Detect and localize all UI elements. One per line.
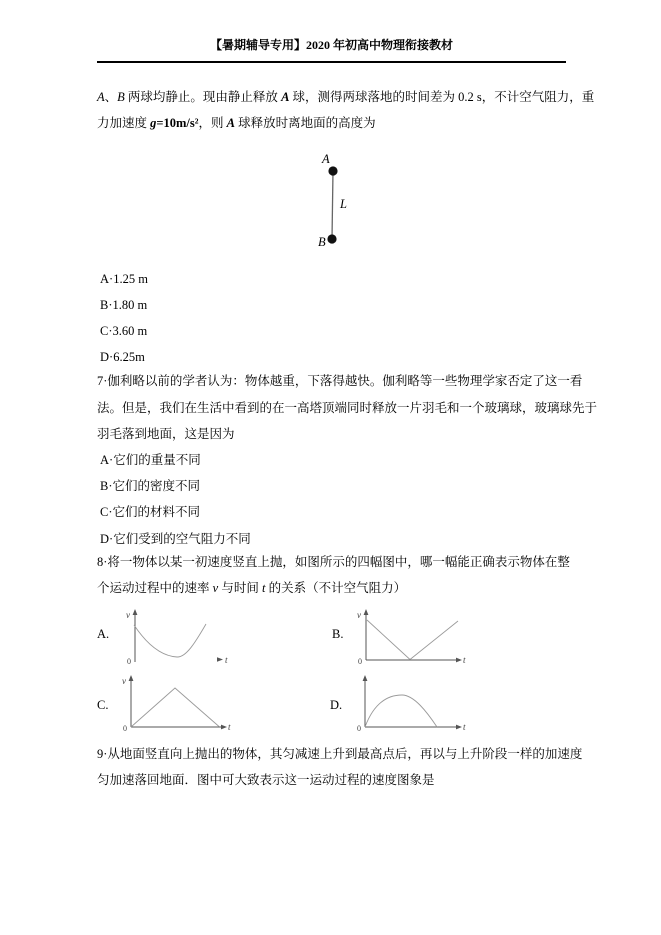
graph-d-y-arrow-icon: [363, 675, 368, 681]
q7-text-line1: 7·伽利略以前的学者认为：物体越重，下落得越快。伽利略等一些物理学家否定了这一看: [97, 374, 583, 388]
graph-d-origin-label: 0: [357, 724, 361, 733]
header-divider: [97, 61, 566, 63]
time-symbol: t: [261, 581, 266, 595]
graph-b-y-label: v: [357, 610, 361, 620]
q6-text-seg: 力加速度: [97, 116, 151, 130]
q6-ball-a-ref: A: [97, 90, 105, 104]
graph-a-origin-label: 0: [127, 657, 131, 666]
q9-text-line1: 9·从地面竖直向上抛出的物体，其匀减速上升到最高点后，再以与上升阶段一样的加速度: [97, 747, 583, 761]
q8-text-seg: 个运动过程中的速率: [97, 581, 213, 595]
q6-text-seg: 球释放时离地面的高度为: [235, 116, 376, 130]
graph-a-y-label: v: [126, 610, 130, 620]
q7-option-b: B·它们的密度不同: [100, 479, 201, 493]
q6-text-seg: ，则: [198, 116, 227, 130]
graph-b-vt-chart: [350, 606, 470, 668]
q9-text-line2: 匀加速落回地面．图中可大致表示这一运动过程的速度图象是: [97, 773, 435, 787]
gravity-symbol: g: [150, 116, 157, 130]
q6-option-a: A·1.25 m: [100, 272, 148, 286]
graph-c-x-arrow-icon: [221, 725, 227, 730]
graph-c-curve: [131, 688, 219, 727]
graph-b-x-arrow-icon: [456, 658, 462, 663]
ball-a-dot: [328, 166, 337, 175]
graph-a-x-label: t: [225, 655, 228, 665]
rod-length-label: L: [340, 197, 347, 211]
graph-a-label: A.: [97, 627, 110, 641]
graph-b-x-label: t: [463, 655, 466, 665]
balls-figure: [298, 146, 378, 251]
graph-b-label: B.: [332, 627, 344, 641]
rod-line: [332, 171, 333, 239]
q8-text-seg: 的关系（不计空气阻力）: [265, 581, 407, 595]
graph-c-y-arrow-icon: [129, 675, 134, 681]
q6-text-seg: 两球均静止。现由静止释放: [124, 90, 282, 104]
page-header-title: 【暑期辅导专用】2020 年初高中物理衔接教材: [209, 38, 453, 52]
q6-text-line1: [97, 89, 594, 105]
q8-text-line2: [97, 580, 406, 596]
graph-d-label: D.: [330, 698, 343, 712]
q6-ball-b-ref: B: [117, 90, 125, 104]
speed-symbol: v: [212, 581, 219, 595]
q8-text-line1: 8·将一物体以某一初速度竖直上抛，如图所示的四幅图中，哪一幅能正确表示物体在整: [97, 555, 570, 569]
q6-option-d: D·6.25m: [100, 350, 145, 364]
graph-c-x-label: t: [228, 722, 231, 732]
ball-a-label: A: [322, 152, 330, 166]
graph-c-vt-chart: [115, 672, 235, 734]
graph-c-y-label: v: [122, 676, 126, 686]
q7-option-c: C·它们的材料不同: [100, 505, 201, 519]
q6-text-seg: 球，测得两球落地的时间差为 0.2 s，不计空气阻力，重: [289, 90, 595, 104]
q6-option-c: C·3.60 m: [100, 324, 148, 338]
q7-option-a: A·它们的重量不同: [100, 453, 201, 467]
graph-a-curve: [134, 624, 206, 657]
graph-d-x-arrow-icon: [456, 725, 462, 730]
graph-d-curve: [365, 695, 437, 727]
q7-option-d: D·它们受到的空气阻力不同: [100, 532, 251, 546]
q6-option-b: B·1.80 m: [100, 298, 148, 312]
q6-sep: 、: [104, 90, 118, 104]
graph-d-vt-chart: [350, 672, 470, 734]
graph-a-y-arrow-icon: [133, 609, 138, 615]
graph-c-label: C.: [97, 698, 109, 712]
graph-b-curve: [367, 620, 458, 660]
ball-b-dot: [327, 234, 336, 243]
gravity-value: =10m/s²: [156, 116, 199, 130]
q6-text-line2: [97, 115, 376, 131]
q6-ball-a-bold: A: [281, 90, 290, 104]
graph-b-origin-label: 0: [358, 657, 362, 666]
q7-text-line3: 羽毛落到地面，这是因为: [97, 427, 235, 441]
q8-text-seg: 与时间: [218, 581, 262, 595]
q6-ball-a-bold: A: [226, 116, 235, 130]
graph-a-vt-chart: [120, 606, 235, 668]
graph-d-x-label: t: [463, 722, 466, 732]
q7-text-line2: 法。但是，我们在生活中看到的在一高塔顶端同时释放一片羽毛和一个玻璃球，玻璃球先于: [97, 401, 598, 415]
ball-b-label: B: [318, 235, 326, 249]
graph-a-x-arrow-icon: [217, 657, 223, 662]
graph-b-y-arrow-icon: [364, 609, 369, 615]
graph-c-origin-label: 0: [123, 724, 127, 733]
